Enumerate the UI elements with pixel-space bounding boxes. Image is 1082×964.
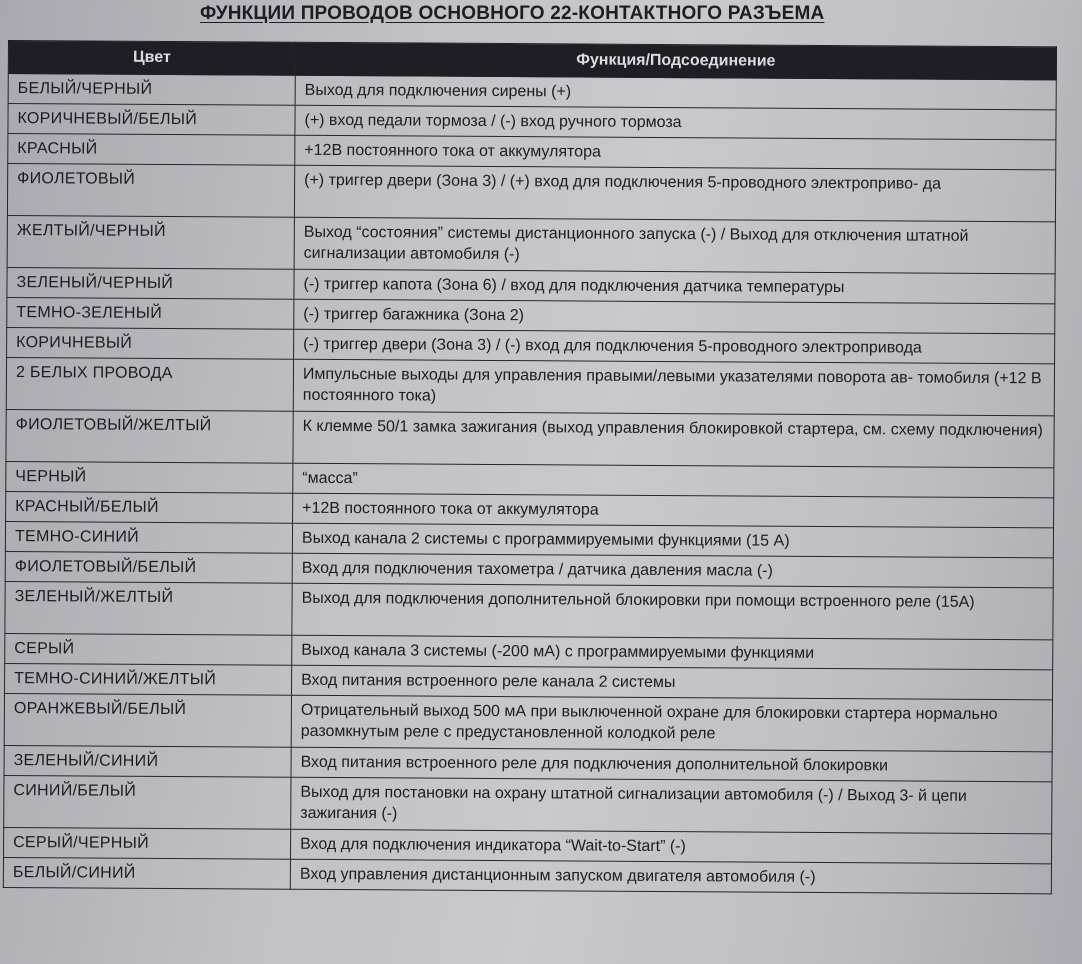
table-row xyxy=(6,357,1054,415)
wire-function-cell: Выход для подключения сирены (+) xyxy=(295,75,1056,110)
table-row xyxy=(4,693,1052,751)
wire-function-cell: +12В постоянного тока от аккумулятора xyxy=(295,135,1056,170)
wire-color-cell: ТЕМНО-СИНИЙ xyxy=(5,521,292,553)
table-row xyxy=(3,857,1051,893)
wire-color-cell: 2 БЕЛЫХ ПРОВОДА xyxy=(6,357,293,411)
wire-function-cell: “масса” xyxy=(293,463,1054,498)
table-row xyxy=(7,215,1055,273)
wire-color-cell: СИНИЙ/БЕЛЫЙ xyxy=(4,775,291,829)
wire-function-cell: Импульсные выходы для управления правыми/левыми указателями поворота ав- томобиля (+12 В постоянного тока) xyxy=(293,359,1054,416)
wire-function-cell: (+) триггер двери (Зона 3) / (+) вход для подключения 5-проводного электроприво- да xyxy=(294,165,1055,222)
wire-function-cell: +12В постоянного тока от аккумулятора xyxy=(293,493,1054,528)
wire-color-cell: СЕРЫЙ/ЧЕРНЫЙ xyxy=(4,827,291,859)
wire-color-cell: ЗЕЛЕНЫЙ/СИНИЙ xyxy=(4,745,291,777)
wire-function-cell: Выход “состояния” системы дистанционного запуска (-) / Выход для отключения штатной сигнализации автомобиля (-) xyxy=(294,217,1055,274)
table-body xyxy=(3,74,1056,894)
wire-function-cell: Выход канала 3 системы (-200 мА) с программируемыми функциями xyxy=(292,635,1053,670)
table-row xyxy=(7,164,1055,222)
wire-function-cell: К клемме 50/1 замка зажигания (выход управления блокировкой стартера, см. схему подключения) xyxy=(293,411,1054,468)
wire-color-cell: ФИОЛЕТОВЫЙ xyxy=(7,164,294,218)
wire-color-cell: КРАСНЫЙ/БЕЛЫЙ xyxy=(6,491,293,523)
wire-color-cell: СЕРЫЙ xyxy=(5,633,292,665)
wire-function-cell: (-) триггер багажника (Зона 2) xyxy=(294,299,1055,334)
wire-color-cell: ЧЕРНЫЙ xyxy=(6,461,293,493)
wire-color-cell: КРАСНЫЙ xyxy=(8,134,295,166)
wire-function-cell: Вход питания встроенного реле для подключения дополнительной блокировки xyxy=(291,747,1052,782)
wire-color-cell: ОРАНЖЕВЫЙ/БЕЛЫЙ xyxy=(4,693,291,747)
header-function: Функция/Подсоединение xyxy=(295,42,1056,80)
document-title: ФУНКЦИИ ПРОВОДОВ ОСНОВНОГО 22-КОНТАКТНОГО РАЗЪЕМА xyxy=(200,3,825,24)
wire-function-cell: (-) триггер двери (Зона 3) / (-) вход для подключения 5-проводного электропривода xyxy=(294,329,1055,364)
wire-function-cell: Вход для подключения тахометра / датчика давления масла (-) xyxy=(292,553,1053,588)
wire-color-cell: ФИОЛЕТОВЫЙ/БЕЛЫЙ xyxy=(5,551,292,583)
wire-function-cell: Вход для подключения индикатора “Wait-to-Start” (-) xyxy=(291,829,1052,864)
table-row xyxy=(6,409,1054,467)
wire-color-cell: ТЕМНО-ЗЕЛЕНЫЙ xyxy=(7,297,294,329)
wire-function-cell: (+) вход педали тормоза / (-) вход ручного тормоза xyxy=(295,105,1056,140)
wire-function-cell: (-) триггер капота (Зона 6) / вход для подключения датчика температуры xyxy=(294,269,1055,304)
wire-color-cell: ЖЕЛТЫЙ/ЧЕРНЫЙ xyxy=(7,215,294,269)
wire-function-cell: Отрицательный выход 500 мА при выключенной охране для блокировки стартера нормально разомкнутым реле с предустановленной колодкой реле xyxy=(291,695,1052,752)
wire-function-cell: Выход канала 2 системы с программируемыми функциями (15 А) xyxy=(292,523,1053,558)
wire-function-cell: Вход управления дистанционным запуском двигателя автомобиля (-) xyxy=(290,859,1051,894)
table-row xyxy=(4,775,1052,833)
wire-color-cell: БЕЛЫЙ/СИНИЙ xyxy=(3,857,290,889)
wire-function-cell: Выход для подключения дополнительной блокировки при помощи встроенного реле (15А) xyxy=(292,583,1053,640)
wire-color-cell: БЕЛЫЙ/ЧЕРНЫЙ xyxy=(8,74,295,106)
wire-color-cell: КОРИЧНЕВЫЙ xyxy=(7,327,294,359)
wire-color-cell: ЗЕЛЕНЫЙ/ЧЕРНЫЙ xyxy=(7,267,294,299)
wire-color-cell: ЗЕЛЕНЫЙ/ЖЕЛТЫЙ xyxy=(5,581,292,635)
wire-color-cell: КОРИЧНЕВЫЙ/БЕЛЫЙ xyxy=(8,104,295,136)
wire-function-cell: Выход для постановки на охрану штатной сигнализации автомобиля (-) / Выход 3- й цепи зажигания (-) xyxy=(291,777,1052,834)
table-row xyxy=(5,581,1053,639)
header-color: Цвет xyxy=(8,41,295,76)
wire-functions-table xyxy=(3,40,1057,894)
wire-function-cell: Вход питания встроенного реле канала 2 системы xyxy=(292,665,1053,700)
wire-color-cell: ТЕМНО-СИНИЙ/ЖЕЛТЫЙ xyxy=(5,663,292,695)
wire-color-cell: ФИОЛЕТОВЫЙ/ЖЕЛТЫЙ xyxy=(6,409,293,463)
